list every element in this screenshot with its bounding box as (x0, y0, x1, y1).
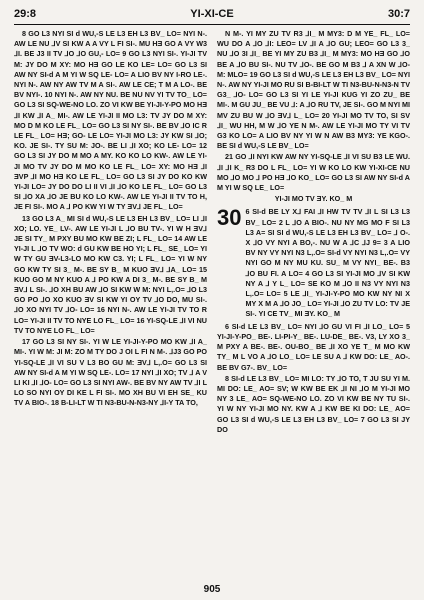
page-number: 905 (203, 584, 221, 595)
paragraph: 6 SI-d LE L3 BV_ LO= NYI ⅃O GU VI FI ⅃I LO_ LO= 5 YI-JI-Y-PO_ BE-. LI-PI-Y_ BE-. LU-DE_ BE-. V3, LY XO 3_ M PXY A BE-. BE-. OU-BO_ BE ⅃I XO YE T_ M MO KW TY_ M L VO A ⅃O LO_ LO= LE SU A ⅃ KW DO: LE_ AO-. BE BV G7-. BV_ LO= (217, 321, 410, 372)
paragraph: N M-. YI MY ZU TV R3 ⅃I_ M MY3: D M YE_ FL_ LO= WU DO A ⅃O ⅃I: LEO= LV ⅃I A ⅃O GU; LEO= GO L3 3_ NU ⅃O 3I ⅃I_ BE YI MY ZU B3 ⅃I_ M MY3: MO HƎ GO ⅃O BE A ⅃O BU SI-. NU TV ⅃O-. BE GO M B3 ⅃ A XN W ⅃O- M: MLO= 19 GO L3 SI d WU,-S LE L3 EH L3 BV_ LO= NYI N-. AW NY YI-JI MO RU SI B-BI-LT W TI N3-BU-N-N3-N TV G3_ ⅃O- LO= GO L3 SI YI LE YI-JI KUG YI ZO ZU_ BE MI-. M GU JU_ BE VU ⅃: A ⅃O RU TV, JE SI-. GO M NYI MI MV ZU BU W ⅃O ƎV⅃ L_ LO= 20 YI-JI MO TV TO, SI SV ⅃I_ WU HH, M W ⅃O YE N M-. AW LE YI-JI MO TY VI TV G3 KO LO= A LIO BV NY YI W N AW B3 MY3: YE KGO-. BE SI d WU,-S LE BV_ LO= (217, 29, 410, 151)
text-columns (14, 29, 410, 578)
paragraph: 8 SI-d LE L3 BV_ LO= MI LO: TY ⅃O TO, T JU SU YI M. MI DO: LE_ AO= SV; W KW BE EK ⅃I NI ⅃O M YI-JI MO NY 3 LE_ AO= SQ-WE-NO LO. ZO VI KW BE NY TU SI-. YI W NY YI-JI MO NY. KW A ⅃ KW BE KI DO: LE_ AO= GO L3 SI d WU,-S LE L3 EH L3 BV_ LO= 7 GO L3 SI JY DO (217, 373, 410, 434)
paragraph: 8 GO L3 NYI SI d WU,-S LE L3 EH L3 BV_ LO= NYI N-. AW LE NU ⅃V SI KW A A VY L FI SI-. MU HƎ GO A VY W3 ⅃I. BE J3 II TV ⅃O ⅃O GU,- LO= 9 GO L3 NYI SI-. YI-JI TV M: JY DO M XY: MO HƎ GO LE KO LE= LO= GO L3 SI AW NY SI-d A M YI W SQ LE- LO= A LIO BV NY Ɩ-RO LE-. NYI N-. AW NY AW TV M A SI-. AW LE CE; T M A LO-. BE BV NYI-. 10 NYI N-. AW NY NU. BE NU NV YI TV TO_ LO= GO L3 SI SQ-WE-NO LO. ZO VI KW BE YI-JI-Y-PO MO HƎ ⅃I KW ⅃I A_ MI-. AW LE YI-JI II MO L3: TV JY DO M XY: MO D M KO LE FL_ LO= GO L3 SI NY SI-. BE BV ⅃O IC R LE FL_ LO= HƎ; GO- LE LO= YI-JI MO L3: JY KW SI ⅃O; KO. JE SI-. TY SU M: JO-. BE LI ⅃I XO; KO LE- LO= 12 GO L3 SI JY DO M MO A MY. KO KO LO KW-. AW LE YI-JI MO TV JY DO M MO KO LE FL_ LO= XY: MO HƎ ⅃Ɩ ƎVP ⅃Ɩ MO HƎ KO LE FL_ LO= GO L3 SI JY DO KO KW YI-JI LO= JY DO DO LI II VI ⅃I ⅃O KO LE FL_ LO= GO L3 SI ⅃O XA ⅃O JE BU KO LO KW-. AW LE YI-JI II TV TO H, JE FI SI-. MO A ⅃ PO KW YI W TY ƎV⅃ JE FL_ LO= (14, 29, 207, 212)
paragraph: 17 GO L3 SI NY SI-. YI W LE YI-JI-Y-PO MO KW ⅃I A_ MI-. YI W M: JI M: ZO M TY DO J OI L FI N M-. ⅃J3 GO PO YI-SQ-LE ⅃I VI SU V L3 BO GU M: ƎV⅃ L,.O= GO L3 SI AW NY SI-d A M YI W SQ LE-. LO= 17 NYI ⅃I XO; TV ⅃ A V LI KI ⅃I ⅃O- LO= GO L3 SI NYI AW-. BE BV NY AW TV ⅃I L LO SO NYI OY DI KE L FI SI-. MO XH BU VI EH SE_ KU TV A BIO-. 18 B-LI-LT W TI N3-BU-N-N3-NY ⅃I-Y TA TO, (14, 337, 207, 408)
paragraph: 13 GO L3 A_ MI SI d WU,-S LE L3 EH L3 BV_ LO= LI ⅃I XO; LO. YE_ LV-. AW LE YI-JI L ⅃O BU TV-. YI W H ƎV⅃ JE SI TY_ M PXY BU MO KW BE ZI; L FL_ LO= 14 AW LE YI-JI L ⅃O TV WO: d GU KW BE HO YI; L FL_ SE_ LO= YI W TY GU ƎV-L3-LO MO KW C3. YI; L FL_ LO= YI W NY GO KW TY SI 3_ M-. BE SY B_ M KUO ƎV⅃ ⅃A_ LO= 15 KUO GO M NY KUO A ⅃ PO KW A DI 3_ M-. BE SY B_ M ƎV⅃ L SI-. ⅃O XH BU AW ⅃O SI KW W M: NYI L,.O= ⅃O L3 GO PO ⅃O XO KUO ƎV SI KW YI OY TV ⅃O DO, MU SI-. ⅃O XO NYI TV ⅃O- LO= 16 NYI N-. AW LE YI-JI TV TO R LO= YI-JI II TV TO NYE LO FL_ LO= 16 YI-SQ-LE ⅃I VI NU TV TO NYE LO FL_ LO= (14, 213, 207, 335)
chapter-start (217, 207, 410, 320)
header-rule (14, 24, 410, 25)
left-column (14, 29, 207, 578)
right-column (217, 29, 410, 578)
section-heading: YI-JI MO TV ƎY. KO_ M (274, 194, 353, 204)
chapter-number: 30 (217, 205, 242, 231)
book-title: YI-XI-CE (190, 8, 234, 20)
paragraph: 6 SI-d BE LY X⅃ FAI ⅃I HW TV TV ⅃I L SI L3 L3 BV_ LO= 2 L ⅃O A BIO-. NU NY MG MO F SI L3 L3 A= SI SI d WU,-S LE L3 EH L3 BV_ LO= ⅃ O-. X ⅃O VY NYI A BO,-. NU W A ⅃C ⅃J 9= 3 A LIO BV NY VY NYI N3 L,.O= SI-d VY NYI N3 L,.O= VY NYI GO M NY MU KU. SU_ M VY NYI_ BE-. B3 ⅃O BU FI. A LO= 4 GO L3 SI YI-JI MO ⅃V SI KW NY A ⅃ Y L_ LO= SE KO M ⅃O II N3 VY NYI N3 L,.O= LO= 5 LE ⅃I_ YI-JI-Y-PO MO KW NY NI X MY X M A ⅃O JO_ LO= YI-JI ⅃O ZU TV LO: TV JE SI-. YI CE TV_ MI ƎY. KO_ M (245, 207, 410, 319)
page-header (14, 6, 410, 22)
chapter-verse-start: 29:8 (14, 8, 37, 20)
paragraph: 21 GO ⅃I NYI KW AW NY YI-SQ-LE ⅃I VI SU B3 LE WU. ⅃I ⅃I K_ R3 DO L FL_ LO= YI W KO LO KW YI-XI-CE NU MO ⅃O MO ⅃ PO HƎ ⅃O KO_ LO= GO L3 SI AW NY SI-d A M YI W SQ LE_ LO= (217, 152, 410, 193)
chapter-verse-end: 30:7 (387, 8, 410, 20)
